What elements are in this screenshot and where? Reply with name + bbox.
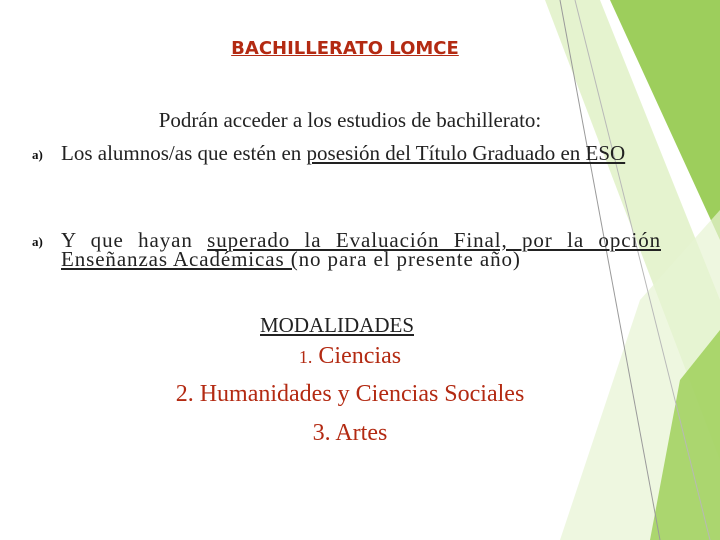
modalidad-item bbox=[0, 343, 700, 370]
item-text-plain: Los alumnos/as que estén en bbox=[61, 141, 307, 165]
item-text-plain: Y que hayan bbox=[61, 228, 208, 252]
modalidad-number: 1. bbox=[298, 347, 313, 367]
list-marker: a) bbox=[32, 147, 43, 162]
list-item bbox=[32, 228, 662, 275]
modalidad-item: 2. Humanidades y Ciencias Sociales bbox=[175, 381, 525, 407]
list-item-text bbox=[61, 228, 661, 271]
intro-text: Podrán acceder a los estudios de bachillerato: bbox=[158, 108, 542, 132]
slide-title: BACHILLERATO LOMCE bbox=[231, 38, 459, 59]
list-item-text bbox=[61, 141, 661, 165]
item-text-underlined: posesión del Título Graduado en ESO bbox=[306, 141, 626, 165]
modalidades-heading: MODALIDADES bbox=[260, 313, 414, 337]
list-item bbox=[32, 141, 662, 188]
modalidad-label: Ciencias bbox=[318, 343, 402, 369]
modalidad-item: 3. Artes bbox=[312, 420, 388, 446]
item-text-underlined: superado la Evaluación Final, por la opción Enseñanzas Académicas ( bbox=[61, 228, 661, 271]
item-text-after: no para el presente año) bbox=[298, 247, 521, 271]
list-marker: a) bbox=[32, 234, 43, 249]
